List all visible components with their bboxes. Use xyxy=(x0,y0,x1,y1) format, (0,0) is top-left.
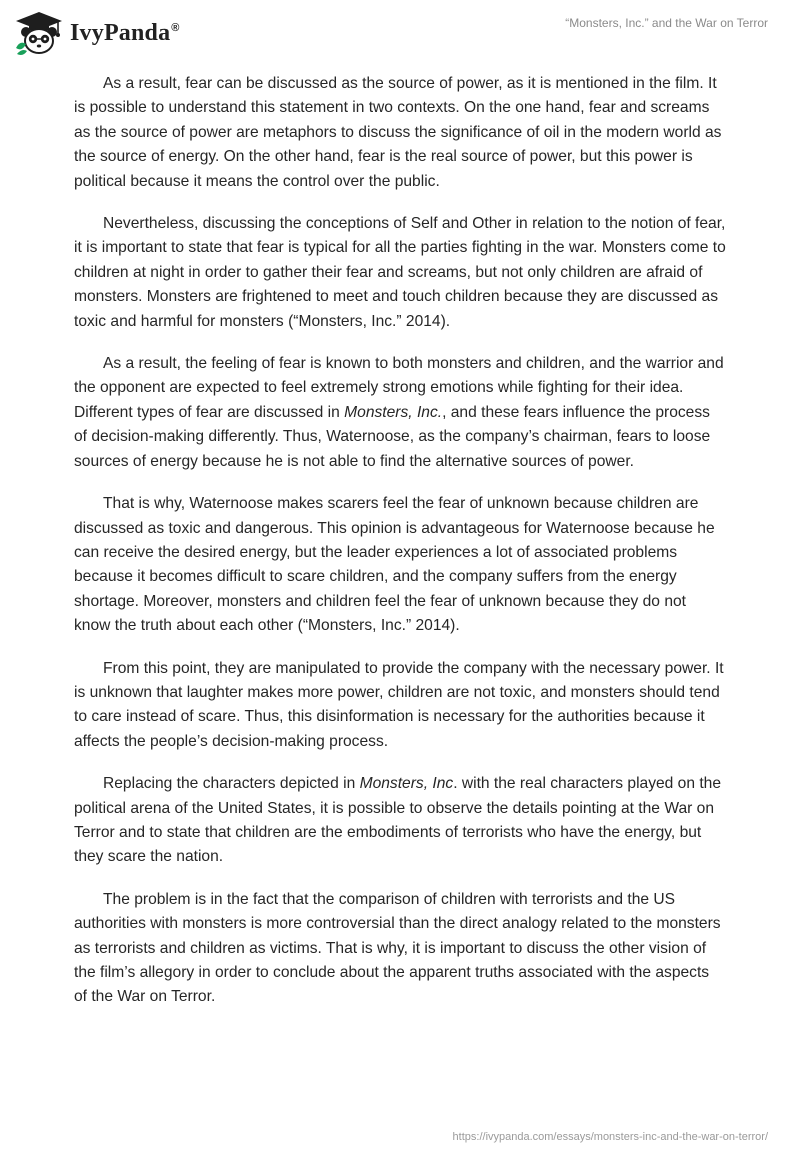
paragraph-7: The problem is in the fact that the comparison of children with terrorists and the US authorities with monsters is more controversial than the direct analogy related to the monsters as terrorists and children as victims. That is why, it is important to discuss the other vision of the film’s allegory in order to conclude about the apparent truths associated with the aspects of the War on Terror. xyxy=(74,890,721,1006)
brand-logo[interactable] xyxy=(14,10,180,56)
paragraph-6 xyxy=(74,772,726,870)
document-title: “Monsters, Inc.” and the War on Terror xyxy=(565,16,768,30)
paragraph-3 xyxy=(74,352,726,474)
paragraph-4: That is why, Waternoose makes scarers feel the fear of unknown because children are discussed as toxic and dangerous. This opinion is advantageous for Waternoose because he can receive the desired energy, but the leader experiences a lot of associated problems because it becomes difficult to scare children, and the company suffers from the energy shortage. Moreover, monsters and children feel the fear of unknown because they do not know the truth about each other (“Monsters, Inc.” 2014). xyxy=(74,495,715,635)
page-header xyxy=(0,0,800,70)
registered-mark: ® xyxy=(171,21,180,34)
film-title-italic: Monsters, Inc xyxy=(359,775,454,793)
paragraph-3-text-a: As a result, the feeling of fear is known to both monsters and children, and the warrior and the opponent are expected to feel extremely strong emotions while fighting for their idea. Different types of fear are discussed in xyxy=(74,355,724,421)
paragraph-5: From this point, they are manipulated to provide the company with the necessary power. It is unknown that laughter makes more power, children are not toxic, and monsters should tend to care instead of scare. Thus, this disinformation is necessary for the authorities because it affects the people’s decision-making process. xyxy=(74,659,724,750)
paragraph-2: Nevertheless, discussing the conceptions of Self and Other in relation to the notion of fear, it is important to state that fear is typical for all the parties fighting in the war. Monsters come to children at night in order to gather their fear and screams, but not only children are afraid of monsters. Monsters are frightened to meet and touch children because they are discussed as toxic and harmful for monsters (“Monsters, Inc.” 2014). xyxy=(74,215,726,330)
paragraph-6-text-a: Replacing the characters depicted in xyxy=(103,775,360,793)
source-url-link[interactable]: https://ivypanda.com/essays/monsters-inc-and-the-war-on-terror/ xyxy=(452,1131,768,1143)
film-title-italic: Monsters, Inc. xyxy=(344,403,443,421)
panda-logo-icon xyxy=(14,10,64,56)
paragraph-6-text-b: . with the real characters played on the political arena of the United States, it is possible to observe the details pointing at the War on Terror and to state that children are the embodiments of terrorists who have the energy, but they scare the nation. xyxy=(74,775,722,866)
brand-name: IvyPanda® xyxy=(70,19,180,46)
paragraph-1: As a result, fear can be discussed as the source of power, as it is mentioned in the film. It is possible to understand this statement in two contexts. On the one hand, fear and screams as the source of power are metaphors to discuss the significance of oil in the modern world as the source of energy. On the other hand, fear is the real source of power, but this power is political because it means the control over the public. xyxy=(74,75,722,190)
paragraph-3-text-b: , and these fears influence the process of decision-making differently. Thus, Waternoose, as the company’s chairman, fears to loose sources of energy because he is not able to find the alternative sources of power. xyxy=(74,403,711,470)
essay-body xyxy=(74,72,726,1028)
